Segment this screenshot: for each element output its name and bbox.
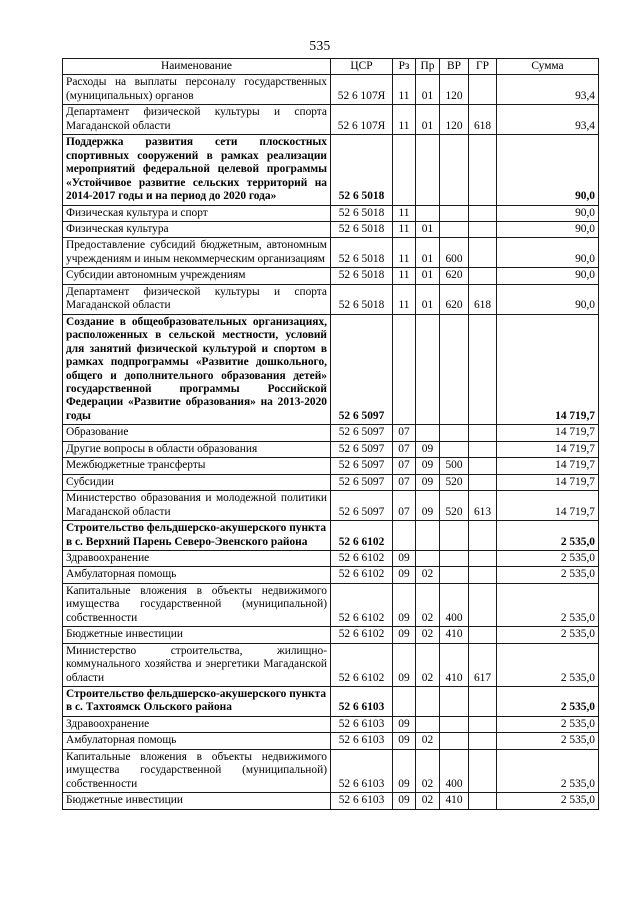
row-gr-cell [469, 716, 497, 732]
row-rz-cell: 11 [393, 284, 416, 314]
row-csr-cell: 52 6 6103 [331, 733, 393, 749]
row-sum-cell: 90,0 [497, 205, 599, 221]
row-rz-cell: 09 [393, 583, 416, 626]
row-pr-cell: 01 [416, 221, 440, 237]
row-pr-cell [416, 716, 440, 732]
row-vr-cell: 620 [440, 268, 469, 284]
row-gr-cell: 617 [469, 643, 497, 686]
row-rz-cell: 09 [393, 749, 416, 792]
row-sum-cell: 90,0 [497, 135, 599, 205]
row-rz-cell: 11 [393, 221, 416, 237]
row-rz-cell: 09 [393, 627, 416, 643]
table-row [63, 441, 599, 457]
row-sum-cell: 2 535,0 [497, 716, 599, 732]
row-csr-cell: 52 6 6102 [331, 521, 393, 551]
row-gr-cell [469, 733, 497, 749]
row-gr-cell [469, 474, 497, 490]
row-name-cell: Министерство строительства, жилищно-коммунального хозяйства и энергетики Магаданской области [63, 643, 331, 686]
row-name-cell: Другие вопросы в области образования [63, 441, 331, 457]
row-sum-cell: 90,0 [497, 284, 599, 314]
row-rz-cell: 09 [393, 567, 416, 583]
column-header-name: Наименование [63, 59, 331, 75]
row-pr-cell: 01 [416, 268, 440, 284]
row-name-cell: Субсидии [63, 474, 331, 490]
row-rz-cell: 09 [393, 793, 416, 809]
row-csr-cell: 52 6 6102 [331, 550, 393, 566]
row-csr-cell: 52 6 5018 [331, 268, 393, 284]
row-gr-cell [469, 221, 497, 237]
column-header-csr: ЦСР [331, 59, 393, 75]
table-row [63, 716, 599, 732]
row-csr-cell: 52 6 107Я [331, 105, 393, 135]
row-gr-cell: 618 [469, 284, 497, 314]
table-row [63, 268, 599, 284]
row-sum-cell: 93,4 [497, 105, 599, 135]
row-name-cell: Амбулаторная помощь [63, 567, 331, 583]
row-pr-cell: 02 [416, 793, 440, 809]
table-row [63, 238, 599, 268]
row-gr-cell [469, 627, 497, 643]
row-pr-cell [416, 205, 440, 221]
row-rz-cell: 07 [393, 441, 416, 457]
table-row [63, 550, 599, 566]
table-row [63, 75, 599, 105]
row-vr-cell [440, 716, 469, 732]
column-header-vr: ВР [440, 59, 469, 75]
row-rz-cell: 09 [393, 643, 416, 686]
row-gr-cell [469, 425, 497, 441]
row-name-cell: Капитальные вложения в объекты недвижимого имущества государственной (муниципальной) собственности [63, 583, 331, 626]
row-name-cell: Физическая культура [63, 221, 331, 237]
row-vr-cell [440, 425, 469, 441]
row-sum-cell: 2 535,0 [497, 643, 599, 686]
row-pr-cell [416, 135, 440, 205]
row-pr-cell: 09 [416, 458, 440, 474]
table-row [63, 425, 599, 441]
row-rz-cell: 11 [393, 238, 416, 268]
row-gr-cell [469, 521, 497, 551]
column-header-pr: Пр [416, 59, 440, 75]
row-vr-cell: 520 [440, 474, 469, 490]
table-row [63, 205, 599, 221]
row-gr-cell [469, 268, 497, 284]
row-pr-cell [416, 314, 440, 425]
table-row [63, 135, 599, 205]
row-sum-cell: 2 535,0 [497, 733, 599, 749]
table-row [63, 793, 599, 809]
row-pr-cell: 09 [416, 441, 440, 457]
table-row [63, 491, 599, 521]
row-vr-cell [440, 550, 469, 566]
table-row [63, 521, 599, 551]
row-rz-cell [393, 521, 416, 551]
table-row [63, 749, 599, 792]
row-sum-cell: 2 535,0 [497, 567, 599, 583]
row-csr-cell: 52 6 6103 [331, 749, 393, 792]
table-row [63, 687, 599, 717]
row-pr-cell [416, 521, 440, 551]
row-name-cell: Бюджетные инвестиции [63, 793, 331, 809]
row-name-cell: Здравоохранение [63, 550, 331, 566]
row-gr-cell [469, 135, 497, 205]
row-gr-cell [469, 458, 497, 474]
row-sum-cell: 2 535,0 [497, 627, 599, 643]
table-row [63, 458, 599, 474]
row-rz-cell: 07 [393, 458, 416, 474]
row-vr-cell: 500 [440, 458, 469, 474]
row-name-cell: Строительство фельдшерско-акушерского пункта в с. Верхний Парень Северо-Эвенского района [63, 521, 331, 551]
row-sum-cell: 2 535,0 [497, 521, 599, 551]
row-rz-cell: 11 [393, 105, 416, 135]
row-sum-cell: 2 535,0 [497, 687, 599, 717]
row-csr-cell: 52 6 5018 [331, 205, 393, 221]
row-vr-cell [440, 314, 469, 425]
table-header [63, 59, 599, 75]
row-csr-cell: 52 6 5018 [331, 238, 393, 268]
row-vr-cell [440, 221, 469, 237]
row-sum-cell: 90,0 [497, 221, 599, 237]
row-name-cell: Субсидии автономным учреждениям [63, 268, 331, 284]
row-pr-cell: 02 [416, 749, 440, 792]
column-header-sum: Сумма [497, 59, 599, 75]
row-pr-cell: 02 [416, 583, 440, 626]
row-csr-cell: 52 6 5018 [331, 284, 393, 314]
row-vr-cell: 410 [440, 793, 469, 809]
row-pr-cell: 09 [416, 491, 440, 521]
row-sum-cell: 2 535,0 [497, 793, 599, 809]
row-name-cell: Поддержка развития сети плоскостных спортивных сооружений в рамках реализации мероприятий федеральной целевой программы «Устойчивое развитие сельских территорий на 2014-2017 годы и на период до 2020 года» [63, 135, 331, 205]
row-sum-cell: 14 719,7 [497, 474, 599, 490]
table-row [63, 221, 599, 237]
row-pr-cell: 01 [416, 284, 440, 314]
row-name-cell: Бюджетные инвестиции [63, 627, 331, 643]
row-name-cell: Строительство фельдшерско-акушерского пункта в с. Тахтоямск Ольского района [63, 687, 331, 717]
row-name-cell: Физическая культура и спорт [63, 205, 331, 221]
row-sum-cell: 2 535,0 [497, 550, 599, 566]
table-row [63, 105, 599, 135]
row-gr-cell [469, 314, 497, 425]
table-row [63, 474, 599, 490]
row-rz-cell: 11 [393, 205, 416, 221]
row-vr-cell: 400 [440, 583, 469, 626]
row-csr-cell: 52 6 5097 [331, 425, 393, 441]
row-vr-cell [440, 135, 469, 205]
row-vr-cell [440, 733, 469, 749]
row-sum-cell: 14 719,7 [497, 441, 599, 457]
row-rz-cell: 11 [393, 268, 416, 284]
row-name-cell: Здравоохранение [63, 716, 331, 732]
row-sum-cell: 2 535,0 [497, 749, 599, 792]
row-gr-cell [469, 238, 497, 268]
row-gr-cell [469, 567, 497, 583]
row-pr-cell [416, 687, 440, 717]
row-csr-cell: 52 6 5097 [331, 491, 393, 521]
row-sum-cell: 2 535,0 [497, 583, 599, 626]
row-pr-cell: 02 [416, 567, 440, 583]
row-vr-cell [440, 205, 469, 221]
row-sum-cell: 14 719,7 [497, 425, 599, 441]
row-gr-cell [469, 793, 497, 809]
row-rz-cell: 09 [393, 733, 416, 749]
row-pr-cell: 09 [416, 474, 440, 490]
row-csr-cell: 52 6 5018 [331, 135, 393, 205]
row-vr-cell: 520 [440, 491, 469, 521]
row-pr-cell [416, 550, 440, 566]
row-rz-cell: 07 [393, 491, 416, 521]
row-csr-cell: 52 6 107Я [331, 75, 393, 105]
row-sum-cell: 90,0 [497, 268, 599, 284]
row-sum-cell: 14 719,7 [497, 458, 599, 474]
row-csr-cell: 52 6 6102 [331, 643, 393, 686]
row-sum-cell: 93,4 [497, 75, 599, 105]
row-rz-cell: 07 [393, 474, 416, 490]
row-vr-cell [440, 567, 469, 583]
row-csr-cell: 52 6 5097 [331, 441, 393, 457]
row-rz-cell [393, 135, 416, 205]
row-csr-cell: 52 6 5097 [331, 474, 393, 490]
row-csr-cell: 52 6 6103 [331, 793, 393, 809]
row-name-cell: Предоставление субсидий бюджетным, автономным учреждениям и иным некоммерческим организациям [63, 238, 331, 268]
row-rz-cell: 11 [393, 75, 416, 105]
table-row [63, 583, 599, 626]
row-name-cell: Межбюджетные трансферты [63, 458, 331, 474]
page-number: 535 [309, 38, 331, 53]
row-gr-cell [469, 550, 497, 566]
row-name-cell: Капитальные вложения в объекты недвижимого имущества государственной (муниципальной) собственности [63, 749, 331, 792]
header-row [63, 59, 599, 75]
table-row [63, 314, 599, 425]
table-row [63, 627, 599, 643]
row-vr-cell: 400 [440, 749, 469, 792]
row-pr-cell: 02 [416, 733, 440, 749]
row-vr-cell [440, 687, 469, 717]
row-rz-cell: 09 [393, 550, 416, 566]
row-gr-cell: 618 [469, 105, 497, 135]
row-vr-cell: 120 [440, 105, 469, 135]
column-header-gr: ГР [469, 59, 497, 75]
row-vr-cell: 120 [440, 75, 469, 105]
row-vr-cell: 410 [440, 627, 469, 643]
row-name-cell: Создание в общеобразовательных организациях, расположенных в сельской местности, условий для занятий физической культурой и спортом в рамках подпрограммы «Развитие дошкольного, общего и дополнительного образования детей» государственной программы Российской Федерации «Развитие образования» на 2013-2020 годы [63, 314, 331, 425]
row-rz-cell: 09 [393, 716, 416, 732]
row-pr-cell [416, 425, 440, 441]
row-pr-cell: 02 [416, 627, 440, 643]
table-row [63, 733, 599, 749]
row-csr-cell: 52 6 5097 [331, 458, 393, 474]
row-pr-cell: 02 [416, 643, 440, 686]
row-csr-cell: 52 6 6102 [331, 583, 393, 626]
row-vr-cell: 410 [440, 643, 469, 686]
row-gr-cell [469, 687, 497, 717]
table-row [63, 284, 599, 314]
row-name-cell: Образование [63, 425, 331, 441]
row-vr-cell [440, 441, 469, 457]
row-sum-cell: 14 719,7 [497, 314, 599, 425]
row-gr-cell [469, 75, 497, 105]
row-csr-cell: 52 6 5097 [331, 314, 393, 425]
row-rz-cell [393, 314, 416, 425]
row-pr-cell: 01 [416, 75, 440, 105]
row-vr-cell [440, 521, 469, 551]
row-sum-cell: 90,0 [497, 238, 599, 268]
table-row [63, 567, 599, 583]
row-name-cell: Министерство образования и молодежной политики Магаданской области [63, 491, 331, 521]
row-csr-cell: 52 6 6102 [331, 567, 393, 583]
row-rz-cell: 07 [393, 425, 416, 441]
column-header-rz: Рз [393, 59, 416, 75]
row-csr-cell: 52 6 6103 [331, 687, 393, 717]
table-body [63, 75, 599, 809]
row-name-cell: Амбулаторная помощь [63, 733, 331, 749]
row-gr-cell [469, 441, 497, 457]
row-vr-cell: 600 [440, 238, 469, 268]
row-csr-cell: 52 6 5018 [331, 221, 393, 237]
row-vr-cell: 620 [440, 284, 469, 314]
row-gr-cell [469, 749, 497, 792]
row-sum-cell: 14 719,7 [497, 491, 599, 521]
row-csr-cell: 52 6 6102 [331, 627, 393, 643]
row-gr-cell [469, 205, 497, 221]
row-name-cell: Департамент физической культуры и спорта Магаданской области [63, 105, 331, 135]
table-row [63, 643, 599, 686]
budget-table-container [62, 58, 598, 810]
budget-table [62, 58, 599, 810]
row-gr-cell [469, 583, 497, 626]
row-name-cell: Расходы на выплаты персоналу государственных (муниципальных) органов [63, 75, 331, 105]
row-rz-cell [393, 687, 416, 717]
row-gr-cell: 613 [469, 491, 497, 521]
row-name-cell: Департамент физической культуры и спорта Магаданской области [63, 284, 331, 314]
row-pr-cell: 01 [416, 105, 440, 135]
row-pr-cell: 01 [416, 238, 440, 268]
row-csr-cell: 52 6 6103 [331, 716, 393, 732]
